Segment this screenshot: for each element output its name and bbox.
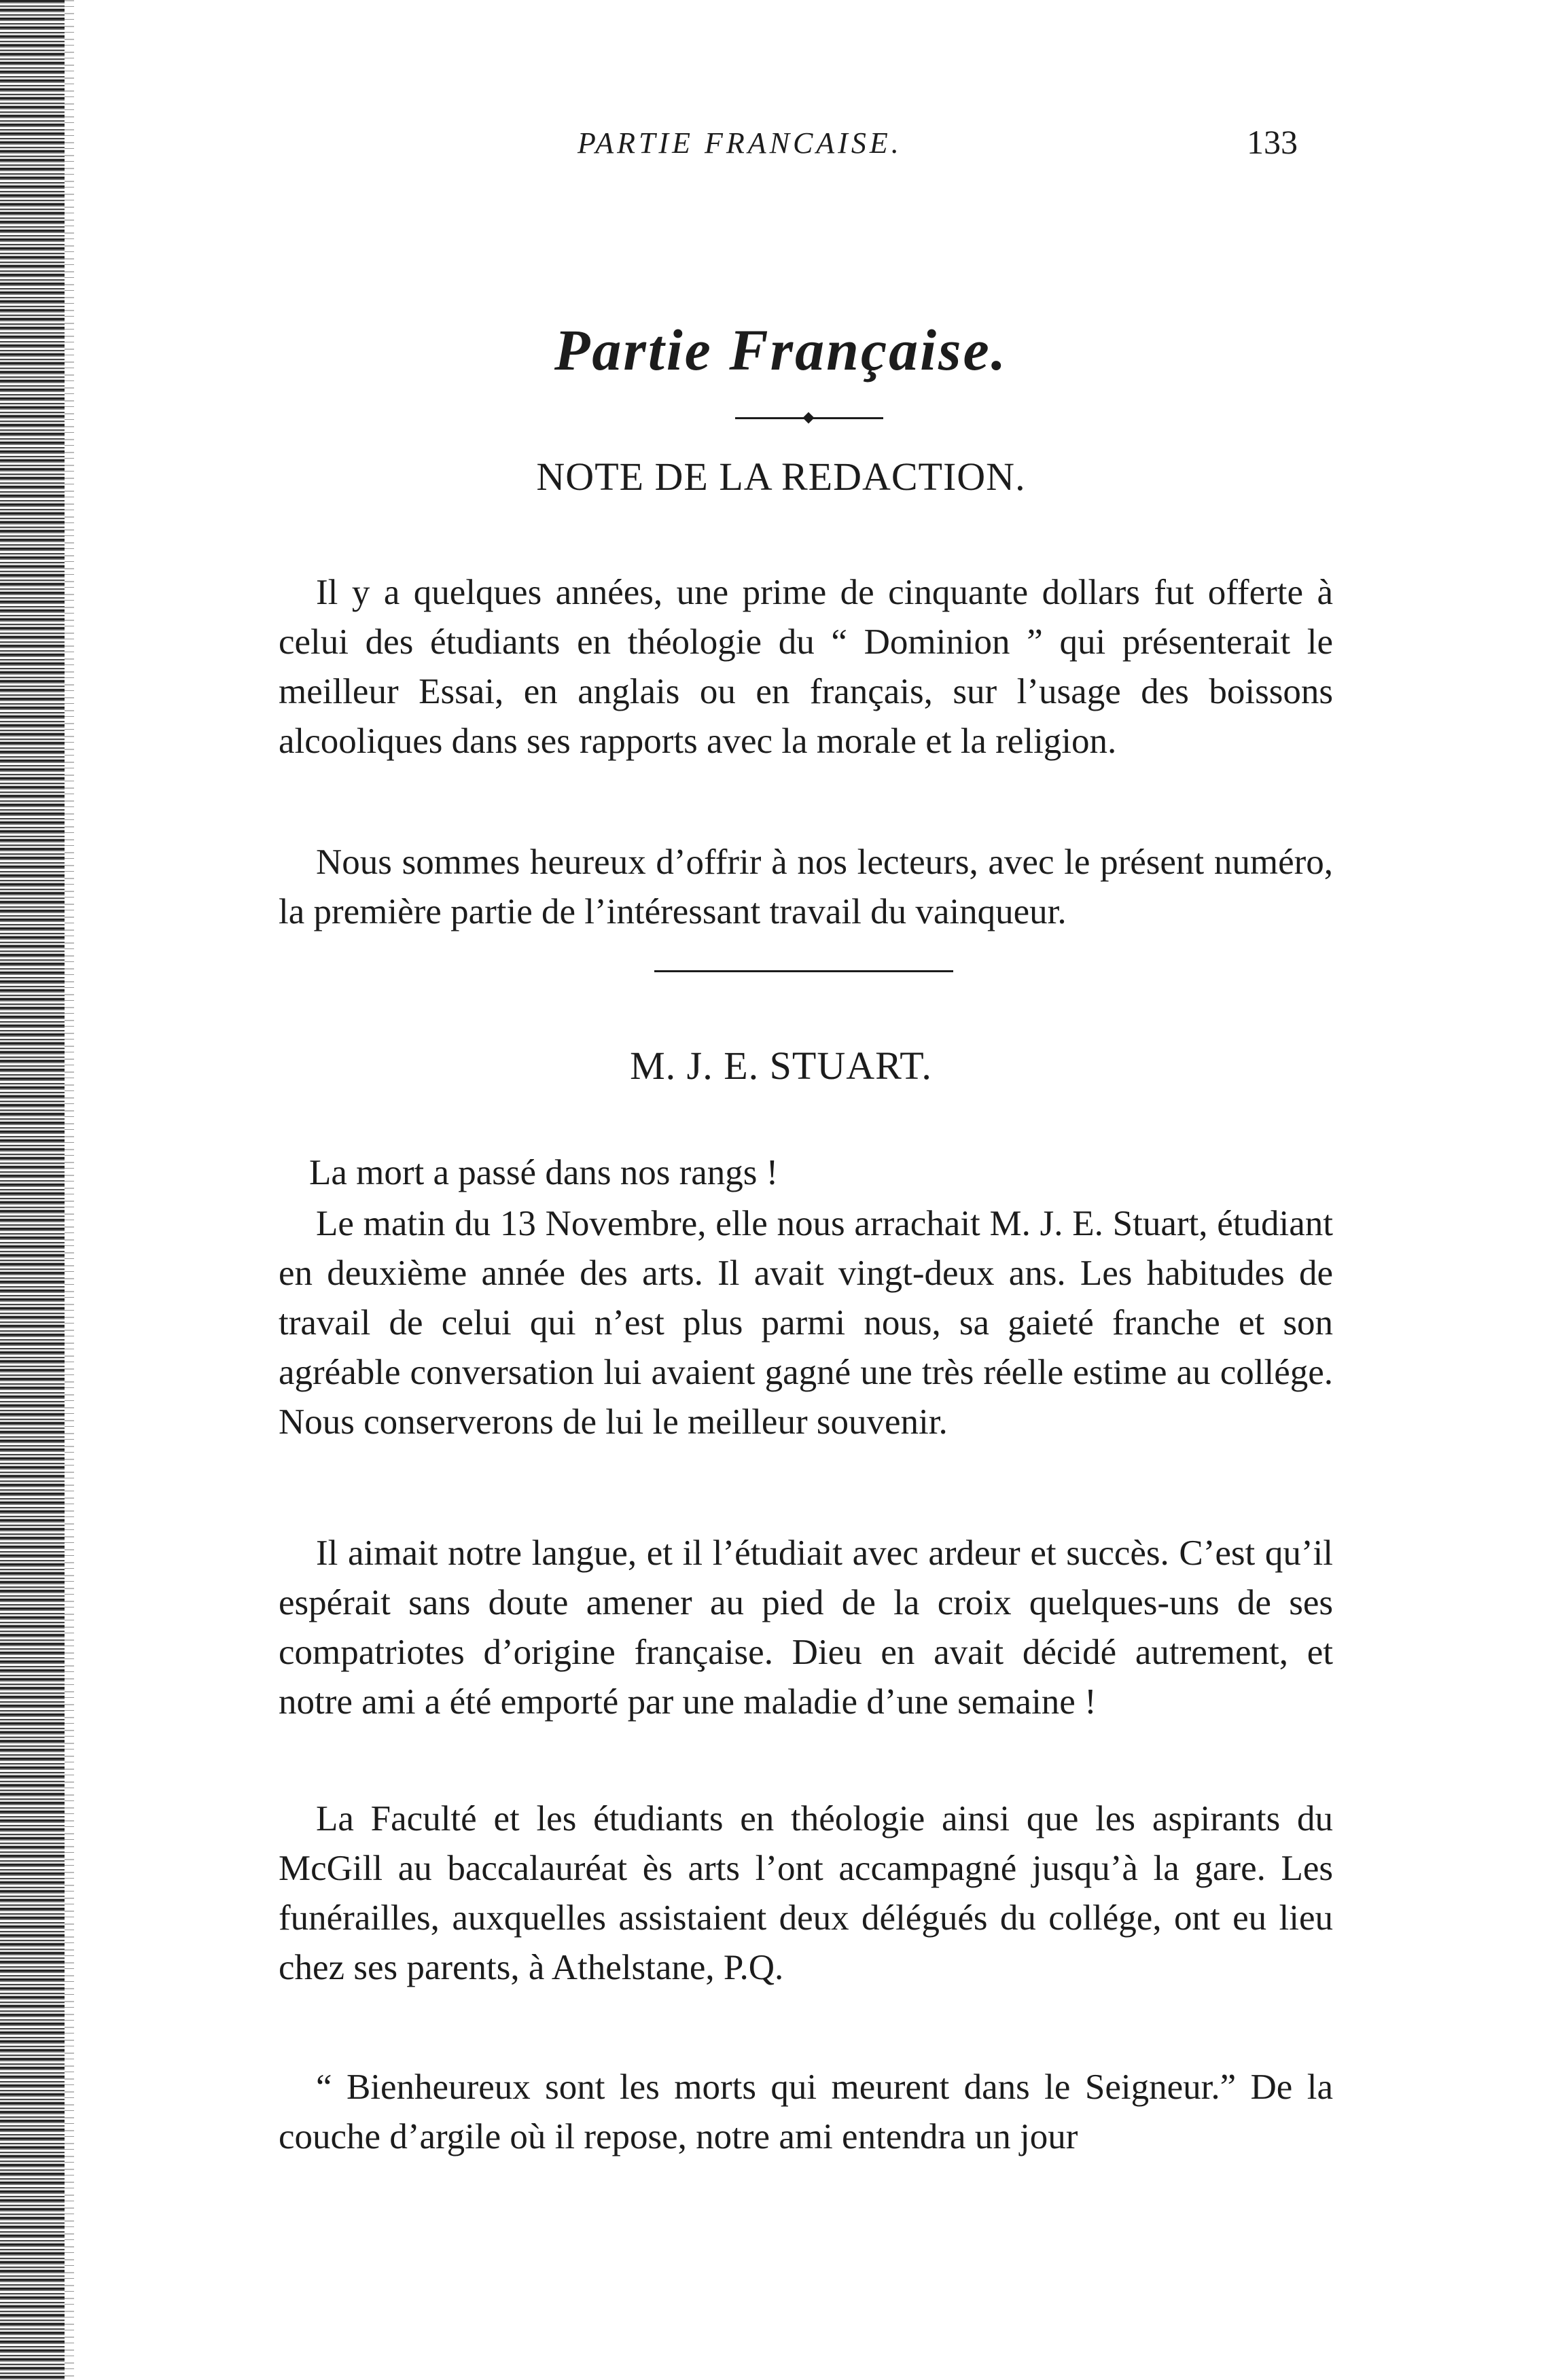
ornament-diamond xyxy=(803,412,815,424)
running-head: PARTIE FRANCAISE. xyxy=(578,126,902,160)
note-paragraph: Il y a quelques années, une prime de cinquante dollars fut offerte à celui des étudiants en théologie du “ Dominion ” qui présenterait le meilleur Essai, en anglais ou en français, sur l’usage des boissons alcooliques dans ses rapports avec la morale et la religion. xyxy=(279,573,1333,761)
section-title: Partie Française. xyxy=(554,317,1008,383)
note-paragraph: Nous sommes heureux d’offrir à nos lecteurs, avec le présent numéro, la première partie de l’intéressant travail du vainqueur. xyxy=(279,842,1333,931)
obituary-paragraph: Le matin du 13 Novembre, elle nous arrachait M. J. E. Stuart, étudiant en deuxième année des arts. Il avait vingt-deux ans. Les habitudes de travail de celui qui n’est plus parmi nous, sa gaieté franche et son agréable conversation lui avaient gagné une très réelle estime au collége. Nous conserverons de lui le meilleur souvenir. xyxy=(279,1204,1333,1442)
page-number: 133 xyxy=(1247,123,1298,161)
ornamental-divider xyxy=(735,411,883,425)
note-heading: NOTE DE LA REDACTION. xyxy=(536,455,1026,499)
obituary-heading: M. J. E. STUART. xyxy=(630,1044,932,1088)
obituary-paragraph: Il aimait notre langue, et il l’étudiait avec ardeur et succès. C’est qu’il espérait sans doute amener au pied de la croix quelques-uns de ses compatriotes d’origine française. Dieu en avait décidé autrement, et notre ami a été emporté par une maladie d’une semaine ! xyxy=(279,1533,1333,1722)
obituary-paragraph: La mort a passé dans nos rangs ! xyxy=(309,1153,779,1192)
obituary-paragraph: La Faculté et les étudiants en théologie ainsi que les aspirants du McGill au baccalauréat ès arts l’ont accampagné jusqu’à la gare. Les funérailles, auxquelles assistaient deux délégués du collége, ont eu lieu chez ses parents, à Athelstane, P.Q. xyxy=(279,1799,1333,1987)
obituary-paragraph: “ Bienheureux sont les morts qui meurent dans le Seigneur.” De la couche d’argile où il repose, notre ami entendra un jour xyxy=(279,2067,1333,2156)
section-divider-rule xyxy=(654,970,953,972)
